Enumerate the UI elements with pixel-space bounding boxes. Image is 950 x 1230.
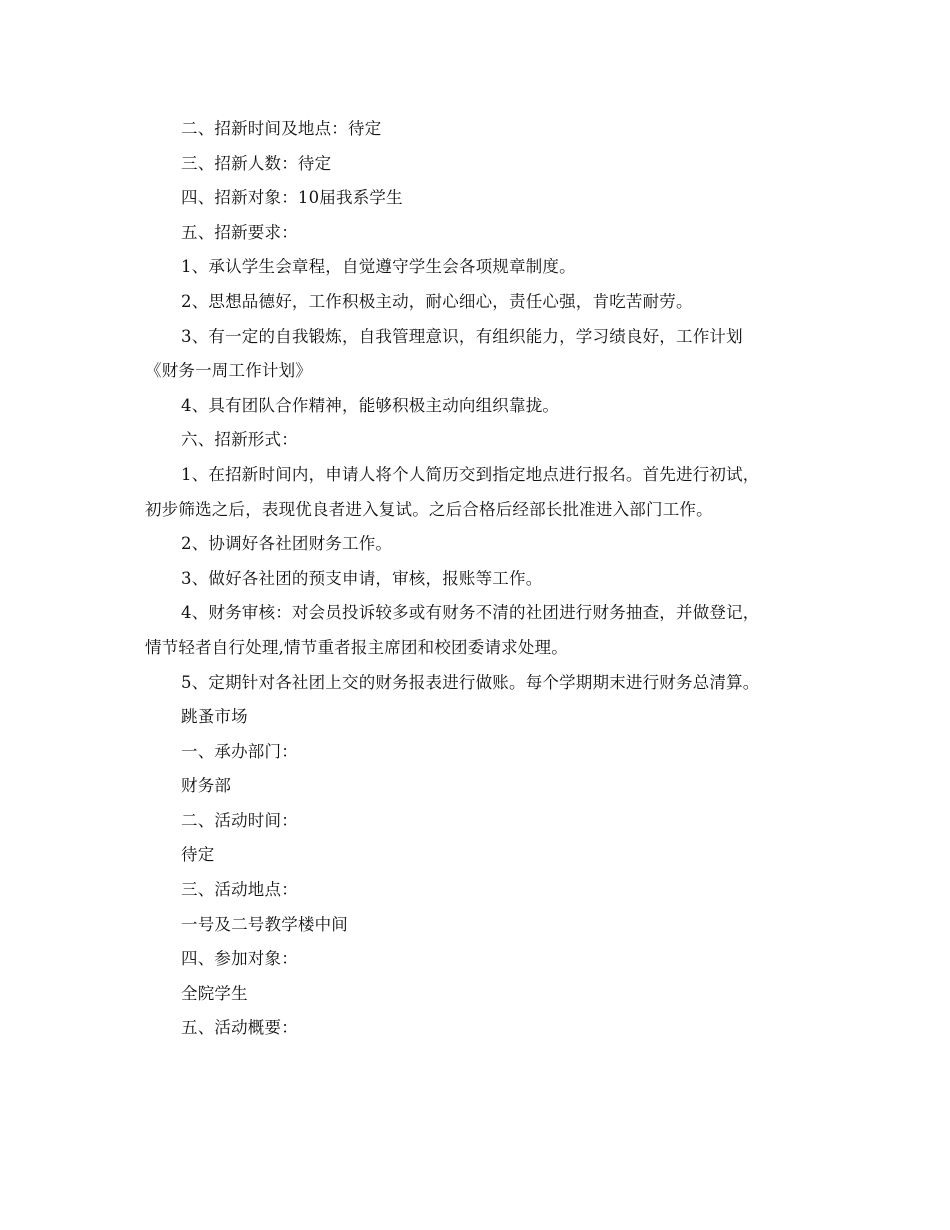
text-line: 一、承办部门： bbox=[181, 741, 298, 761]
text-line: 1、承认学生会章程，自觉遵守学生会各项规章制度。 bbox=[181, 257, 576, 277]
text-line: 初步筛选之后，表现优良者进入复试。之后合格后经部长批准进入部门工作。 bbox=[145, 499, 713, 519]
text-line: 三、招新人数：待定 bbox=[181, 153, 332, 173]
text-line: 4、具有团队合作精神，能够积极主动向组织靠拢。 bbox=[181, 395, 560, 415]
text-line: 2、协调好各社团财务工作。 bbox=[181, 534, 393, 554]
text-line: 1、在招新时间内，申请人将个人简历交到指定地点进行报名。首先进行初试， bbox=[181, 464, 760, 484]
text-line: 《财务一周工作计划》 bbox=[145, 361, 312, 381]
text-line: 财务部 bbox=[181, 776, 232, 796]
text-line: 二、招新时间及地点：待定 bbox=[181, 119, 382, 138]
text-line: 全院学生 bbox=[181, 983, 248, 1003]
text-line: 二、活动时间： bbox=[181, 810, 298, 830]
text-line: 四、参加对象： bbox=[181, 949, 298, 969]
section-title: 跳蚤市场 bbox=[181, 707, 248, 727]
text-line: 五、招新要求： bbox=[181, 222, 298, 242]
text-line: 三、活动地点： bbox=[181, 880, 298, 900]
text-line: 五、活动概要： bbox=[181, 1018, 298, 1038]
text-line: 3、做好各社团的预支申请，审核，报账等工作。 bbox=[181, 568, 543, 588]
text-line: 5、定期针对各社团上交的财务报表进行做账。每个学期期末进行财务总清算。 bbox=[181, 672, 760, 692]
text-line: 四、招新对象：10届我系学生 bbox=[181, 188, 403, 208]
text-line: 一号及二号教学楼中间 bbox=[181, 914, 348, 934]
text-line: 3、有一定的自我锻炼，自我管理意识，有组织能力，学习绩良好，工作计划 bbox=[181, 326, 743, 346]
text-line: 六、招新形式： bbox=[181, 430, 298, 450]
text-line: 待定 bbox=[181, 845, 215, 865]
document-body bbox=[0, 112, 950, 1046]
text-line: 2、思想品德好，工作积极主动，耐心细心，责任心强，肯吃苦耐劳。 bbox=[181, 291, 693, 311]
text-line: 4、财务审核：对会员投诉较多或有财务不清的社团进行财务抽查，并做登记， bbox=[181, 603, 760, 623]
text-line: 情节轻者自行处理,情节重者报主席团和校团委请求处理。 bbox=[145, 637, 568, 657]
